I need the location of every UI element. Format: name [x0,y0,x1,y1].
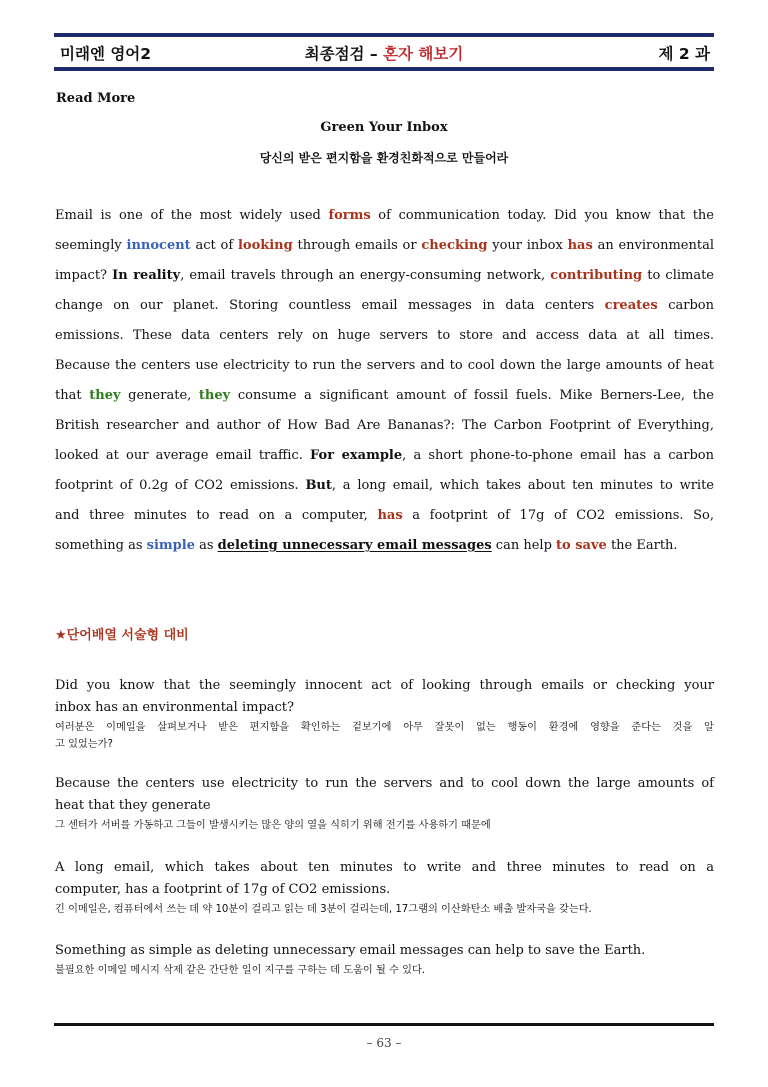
header-bottom-rule [54,67,714,71]
header-textbook-title: 미래엔 영어2 [60,45,152,63]
practice-item [55,940,714,979]
passage-line: that they generate, they consume a significant amount of fossil fuels. Mike Berners-Lee, the [55,388,714,403]
passage-line: British researcher and author of How Bad Are Bananas?: The Carbon Footprint of Everything, [55,418,714,433]
item-english: Something as simple as deleting unnecessary email messages can help to save the Earth. [55,943,646,958]
passage-line: something as simple as deleting unnecessary email messages can help to save the Earth. [55,538,678,553]
passage-title-ko: 당신의 받은 편지함을 환경친화적으로 만들어라 [259,151,509,165]
passage-line: change on our planet. Storing countless email messages in data centers creates carbon [55,298,715,313]
header-section-accent: 혼자 해보기 [383,45,464,63]
passage-title-en: Green Your Inbox [320,120,448,135]
passage-line: footprint of 0.2g of CO2 emissions. But, a long email, which takes about ten minutes to write [55,478,714,493]
practice-item [55,857,714,918]
passage-line: Email is one of the most widely used forms of communication today. Did you know that the [55,208,714,223]
item-korean: 불필요한 이메일 메시지 삭제 같은 간단한 일이 지구를 구하는 데 도움이 될 수 있다. [55,965,426,976]
footer-rule [54,1023,714,1026]
passage-line: Because the centers use electricity to run the servers and to cool down the large amounts of heat [55,358,714,373]
item-korean: 여러분은 이메일을 살펴보거나 받은 편지함을 확인하는 겉보기에 아무 잘못이 없는 행동이 환경에 영향을 준다는 것을 알 고 있었는가? [55,722,714,750]
passage-line: seemingly innocent act of looking through emails or checking your inbox has an environmental [55,238,714,253]
section-title: ★단어배열 서술형 대비 [55,628,189,643]
header-section-main: 최종점검 – [304,45,384,63]
passage-line: impact? In reality, email travels through an energy-consuming network, contributing to climate [55,268,715,283]
page-header [54,40,714,65]
header-lesson-number: 제 2 과 [658,45,710,63]
page-number: – 63 – [366,1036,402,1050]
passage-line: and three minutes to read on a computer, has a footprint of 17g of CO2 emissions. So, [55,508,714,523]
passage-line: looked at our average email traffic. For example, a short phone-to-phone email has a carbon [55,448,714,463]
passage-line: emissions. These data centers rely on huge servers to store and access data at all times. [55,328,714,343]
header-top-rule [54,33,714,37]
item-korean: 그 센터가 서버를 가동하고 그들이 발생시키는 많은 양의 열을 식히기 위해 전기를 사용하기 때문에 [55,820,491,831]
item-korean: 긴 이메일은, 컴퓨터에서 쓰는 데 약 10분이 걸리고 읽는 데 3분이 걸리는데, 17그램의 이산화탄소 배출 발자국을 갖는다. [55,904,592,915]
practice-item [55,675,714,753]
item-english: A long email, which takes about ten minutes to write and three minutes to read on a computer, has a footprint of 17g of CO2 emissions. [55,860,714,897]
item-english: Did you know that the seemingly innocent act of looking through emails or checking your inbox has an environmental impact? [55,678,714,715]
read-more-label: Read More [56,91,136,106]
item-english: Because the centers use electricity to run the servers and to cool down the large amounts of heat that they generate [55,776,714,813]
reading-passage [55,201,714,561]
header-section-title [54,42,714,64]
practice-item [55,773,714,834]
